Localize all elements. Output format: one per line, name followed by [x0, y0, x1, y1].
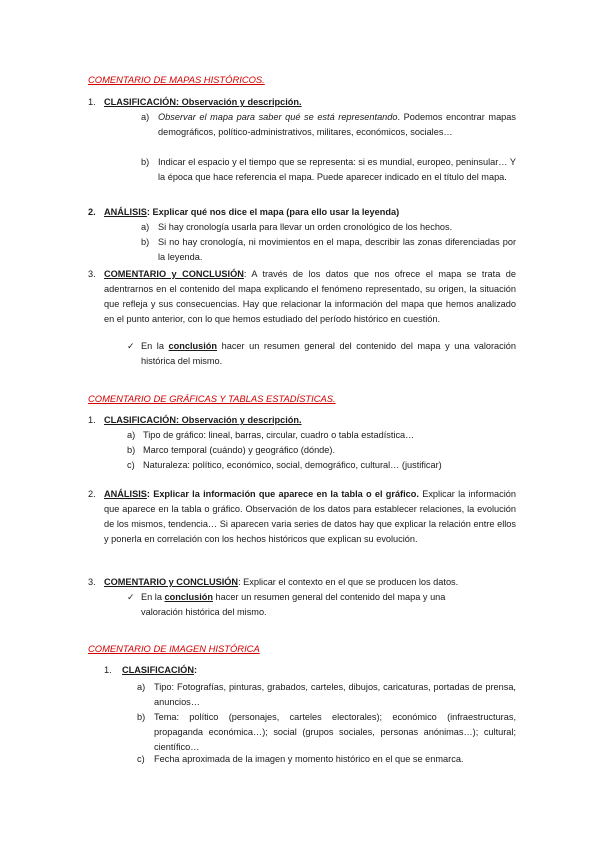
emphasis-text: Observar el mapa para saber qué se está representando	[158, 112, 398, 122]
body-text: . Podemos encontrar mapas demográficos, político-administrativos, militares, económicos, sociales…	[158, 112, 516, 137]
section-title-graficas: COMENTARIO DE GRÁFICAS Y TABLAS ESTADÍSTICAS.	[88, 393, 336, 404]
body-text: En la	[141, 341, 169, 351]
item-number: 2.	[88, 489, 96, 499]
conclusion-item	[141, 339, 516, 369]
list-marker: a)	[141, 112, 150, 122]
list-item: Fecha aproximada de la imagen y momento histórico en el que se enmarca.	[154, 754, 464, 764]
list-marker: a)	[141, 222, 150, 232]
list-item	[158, 110, 516, 140]
list-marker: c)	[137, 754, 145, 764]
emphasis-text: conclusión	[164, 592, 213, 602]
section-title-imagen: COMENTARIO DE IMAGEN HISTÓRICA	[88, 643, 260, 654]
list-item: Tipo: Fotografías, pinturas, grabados, carteles, dibujos, caricaturas, portadas de prensa, anuncios…	[154, 682, 516, 707]
list-marker: a)	[127, 430, 136, 440]
list-item: Marco temporal (cuándo) y geográfico (dónde).	[143, 445, 336, 455]
heading-label: CLASIFICACIÓN	[122, 665, 194, 675]
list-marker: b)	[141, 237, 150, 247]
list-item: Si no hay cronología, ni movimientos en el mapa, describir las zonas diferenciadas por la leyenda.	[158, 237, 516, 262]
body-text: hacer un resumen general del contenido del mapa y una valoración histórica del mismo.	[141, 592, 446, 617]
checkmark-icon: ✓	[127, 592, 135, 602]
section-title-mapas: COMENTARIO DE MAPAS HISTÓRICOS.	[88, 74, 265, 85]
heading-colon: :	[193, 665, 198, 675]
heading-label: COMENTARIO y CONCLUSIÓN	[104, 577, 239, 587]
list-marker: c)	[127, 460, 135, 470]
item-number: 1.	[88, 415, 96, 425]
heading-clasificacion: CLASIFICACIÓN: Observación y descripción.	[104, 415, 302, 425]
item-number: 2.	[88, 207, 96, 217]
paragraph-comentario	[104, 267, 516, 327]
list-item: Tipo de gráfico: lineal, barras, circular, cuadro o tabla estadística…	[143, 430, 415, 440]
list-marker: b)	[137, 712, 146, 722]
body-text: : A través de los datos que nos ofrece el mapa se trata de adentrarnos en el contenido del mapa explicando el fenómeno representado, su origen, la situación que refleja y sus consecuencias. Hay que relacionar la información del mapa que hemos analizado en el punto anterior, con lo que hemos estudiado del período histórico en cuestión.	[104, 269, 516, 324]
list-marker: a)	[137, 682, 146, 692]
heading-clasificacion: CLASIFICACIÓN: Observación y descripción.	[104, 97, 302, 107]
checkmark-icon: ✓	[127, 341, 135, 351]
heading-label: COMENTARIO y CONCLUSIÓN	[104, 269, 244, 279]
heading-label: ANÁLISIS	[104, 489, 147, 499]
paragraph-comentario	[104, 575, 458, 590]
item-number: 3.	[88, 269, 96, 279]
heading-clasificacion	[122, 663, 197, 678]
item-number: 1.	[104, 665, 112, 675]
conclusion-item	[141, 590, 451, 620]
list-item: Si hay cronología usarla para llevar un orden cronológico de los hechos.	[158, 222, 453, 232]
body-text: Explicar la información que aparece en la tabla o gráfico. Observación de los datos para establecer relaciones, la evolución de los mismos, tendencia… Si aparecen varia series de datos hay que explicar la relación entre ellos y ponerla en correlación con los hechos históricos que explican su evolución.	[104, 489, 516, 544]
list-item: Tema: político (personajes, carteles electorales); económico (infraestructuras, propaganda económica…); social (grupos sociales, personas anónimas…); cultural; científico…	[154, 712, 516, 752]
body-text: En la	[141, 592, 165, 602]
list-item: Indicar el espacio y el tiempo que se representa: si es mundial, europeo, peninsular… Y la época que hace referencia el mapa. Puede aparecer indicado en el título del mapa.	[158, 157, 516, 182]
body-text: hacer un resumen general del contenido del mapa y una valoración histórica del mismo.	[141, 341, 516, 366]
item-number: 3.	[88, 577, 96, 587]
emphasis-text: conclusión	[168, 341, 218, 351]
paragraph-analisis	[104, 487, 516, 547]
list-item: Naturaleza: político, económico, social, demográfico, cultural… (justificar)	[143, 460, 442, 470]
list-marker: b)	[141, 157, 150, 167]
heading-text: : Explicar la información que aparece en la tabla o el gráfico.	[146, 489, 419, 499]
heading-label: ANÁLISIS	[104, 207, 147, 217]
list-marker: b)	[127, 445, 136, 455]
heading-analisis	[104, 205, 399, 220]
heading-text: : Explicar qué nos dice el mapa (para ello usar la leyenda)	[146, 207, 400, 217]
body-text: : Explicar el contexto en el que se producen los datos.	[238, 577, 459, 587]
item-number: 1.	[88, 97, 96, 107]
